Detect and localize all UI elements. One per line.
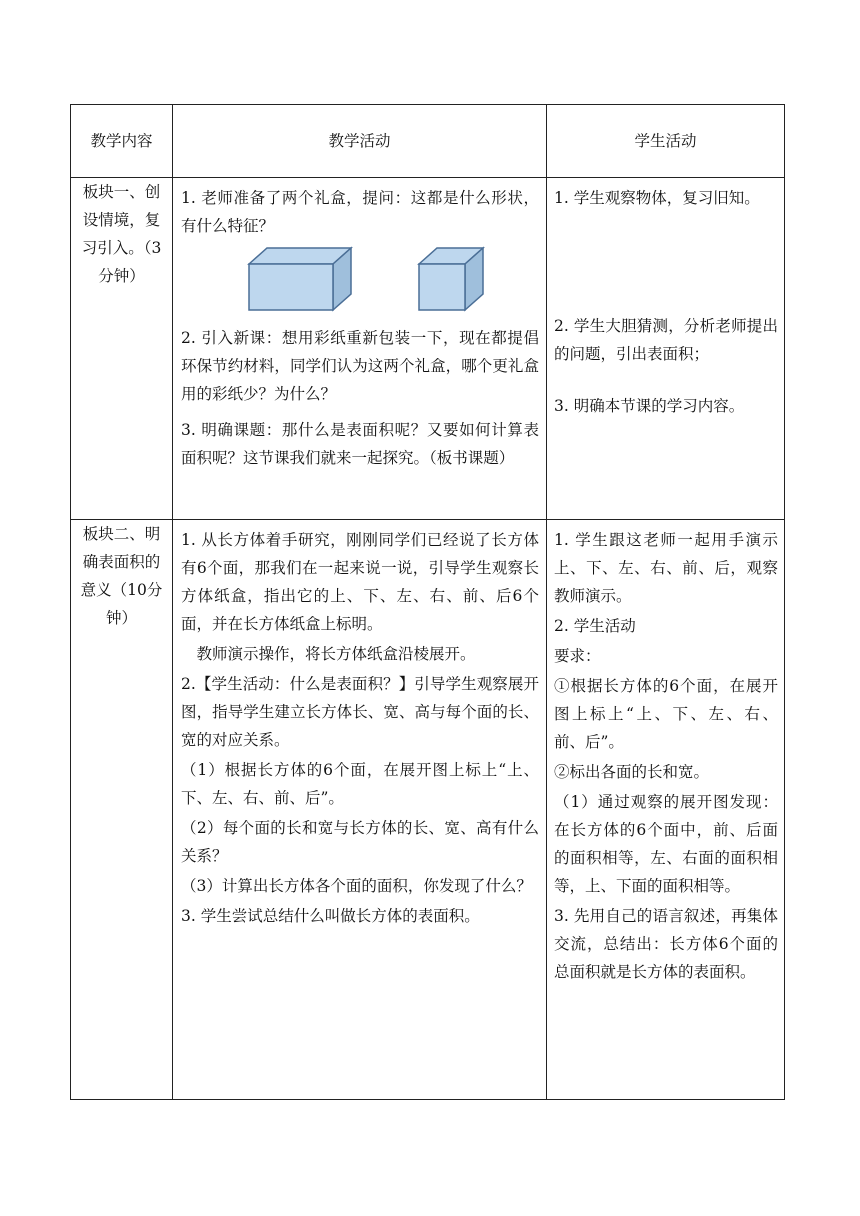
section-label: 板块一、创设情境，复习引入。（3分钟） xyxy=(71,178,173,520)
student-item: 2. 学生活动 xyxy=(554,617,636,635)
teacher-item: （2）每个面的长和宽与长方体的长、宽、高有什么关系？ xyxy=(181,819,539,865)
cuboid-front-face xyxy=(249,264,333,310)
table-header-row xyxy=(71,105,785,178)
cuboid-box-figure xyxy=(247,246,357,316)
header-student-activity: 学生活动 xyxy=(547,105,785,178)
student-item: 3. 先用自己的语言叙述，再集体交流，总结出：长方体6个面的总面积就是长方体的表面积。 xyxy=(554,907,778,981)
table-row xyxy=(71,520,785,1100)
gift-box-figure xyxy=(181,244,539,322)
header-teacher-activity: 教学活动 xyxy=(173,105,547,178)
student-item: 要求： xyxy=(554,647,601,665)
teacher-item: 2. 引入新课：想用彩纸重新包装一下，现在都提倡环保节约材料，同学们认为这两个礼盒，哪个更礼盒用的彩纸少？为什么？ xyxy=(181,329,539,403)
teacher-item: 1. 老师准备了两个礼盒，提问：这都是什么形状，有什么特征？ xyxy=(181,189,539,235)
student-item: 1. 学生观察物体，复习旧知。 xyxy=(554,189,760,207)
teacher-activity-cell xyxy=(173,178,547,520)
lesson-plan-table xyxy=(70,104,785,1100)
teacher-item: 3. 明确课题：那什么是表面积呢？又要如何计算表面积呢？这节课我们就来一起探究。（板书课题） xyxy=(181,421,539,467)
teacher-activity-cell xyxy=(173,520,547,1100)
teacher-item: （3）计算出长方体各个面的面积，你发现了什么？ xyxy=(181,877,532,895)
student-activity-cell xyxy=(547,520,785,1100)
teacher-item: 教师演示操作，将长方体纸盒沿棱展开。 xyxy=(196,645,476,663)
student-activity-cell xyxy=(547,178,785,520)
student-item: （1）通过观察的展开图发现：在长方体的6个面中，前、后面的面积相等，左、右面的面积相等，上、下面的面积相等。 xyxy=(554,793,778,895)
table-row xyxy=(71,178,785,520)
section-label: 板块二、明确表面积的意义（10分钟） xyxy=(71,520,173,1100)
student-item: 1. 学生跟这老师一起用手演示上、下、左、右、前、后，观察教师演示。 xyxy=(554,531,778,605)
teacher-item: 1. 从长方体着手研究，刚刚同学们已经说了长方体有6个面，那我们在一起来说一说，引导学生观察长方体纸盒，指出它的上、下、左、右、前、后6个面，并在长方体纸盒上标明。 xyxy=(181,531,539,633)
student-item: 3. 明确本节课的学习内容。 xyxy=(554,397,745,415)
cube-front-face xyxy=(419,264,465,310)
header-content: 教学内容 xyxy=(71,105,173,178)
teacher-item: 3. 学生尝试总结什么叫做长方体的表面积。 xyxy=(181,907,480,925)
student-item: ②标出各面的长和宽。 xyxy=(554,763,710,781)
cube-box-figure xyxy=(417,246,497,316)
student-item: ①根据长方体的6个面，在展开图上标上“上、下、左、右、前、后”。 xyxy=(554,677,778,751)
teacher-item: （1）根据长方体的6个面，在展开图上标上“上、下、左、右、前、后”。 xyxy=(181,761,539,807)
student-item: 2. 学生大胆猜测，分析老师提出的问题，引出表面积； xyxy=(554,317,778,363)
teacher-item: 2.【学生活动：什么是表面积？】引导学生观察展开图，指导学生建立长方体长、宽、高与每个面的长、宽的对应关系。 xyxy=(181,675,539,749)
